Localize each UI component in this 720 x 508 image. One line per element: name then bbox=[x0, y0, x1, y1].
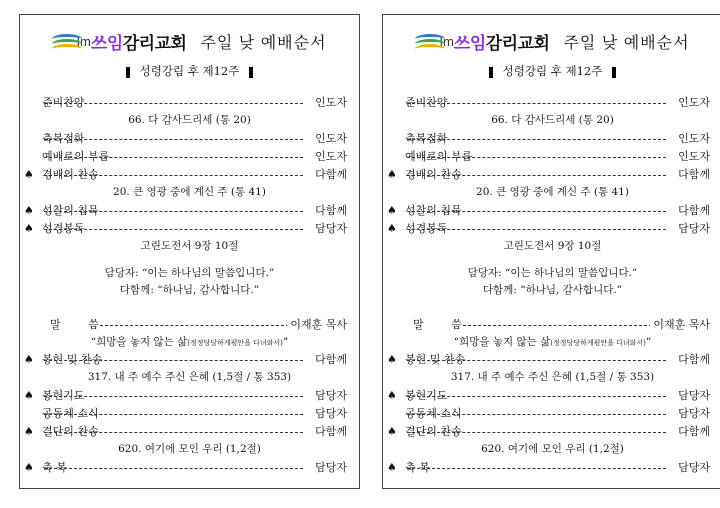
hymn-line: 66. 다 감사드리세 (통 20) bbox=[128, 114, 251, 126]
order-item-sermon: 말 씀 이재훈 목사 bbox=[50, 318, 347, 331]
bulletin-header bbox=[20, 29, 359, 57]
hymn-line: 620. 여기에 모인 우리 (1,2절) bbox=[118, 443, 261, 455]
bulletin-panel-left bbox=[19, 14, 360, 489]
responsive-reading-leader: 담당자: “이는 하나님의 말씀입니다.” bbox=[104, 267, 275, 279]
scripture-reference: 고린도전서 9장 10절 bbox=[140, 240, 239, 252]
logo-text: Im bbox=[439, 34, 454, 49]
responsive-reading-all: 다함께: “하나님, 감사합니다.” bbox=[119, 284, 260, 296]
spade-icon: ♠ bbox=[387, 389, 397, 402]
order-item-scripture: ♠ 성경봉독 담당자 bbox=[24, 222, 347, 235]
spade-icon: ♠ bbox=[387, 425, 397, 438]
scripture-reference: 고린도전서 9장 10절 bbox=[503, 240, 602, 252]
order-item-prelude: 준비찬양 인도자 bbox=[405, 96, 710, 109]
service-title: 주일 낮 예배순서 bbox=[200, 35, 327, 52]
hymn-line: 620. 여기에 모인 우리 (1,2절) bbox=[481, 443, 624, 455]
block-marker-icon bbox=[249, 67, 253, 78]
order-item-praise-hymn: ♠ 경배의 찬송 다함께 bbox=[24, 168, 347, 181]
hymn-line: 317. 내 주 예수 주신 은혜 (1,5절 / 통 353) bbox=[450, 371, 655, 383]
responsive-reading-all: 다함께: “하나님, 감사합니다.” bbox=[482, 284, 623, 296]
order-item-silence: ♠ 성찰의 침묵 다함께 bbox=[387, 204, 710, 217]
order-item-silence: ♠ 성찰의 침묵 다함께 bbox=[24, 204, 347, 217]
order-item-prelude: 준비찬양 인도자 bbox=[42, 96, 347, 109]
order-item-praise-hymn: ♠ 경배의 찬송 다함께 bbox=[387, 168, 710, 181]
spade-icon: ♠ bbox=[24, 389, 34, 402]
order-item-offering: ♠ 봉헌 및 찬송 다함께 bbox=[387, 353, 710, 366]
sermon-title: “희망을 놓지 않는 삶(정정당당하게평안을 다녀와서)” bbox=[90, 336, 289, 348]
spade-icon: ♠ bbox=[387, 353, 397, 366]
sermon-title: “희망을 놓지 않는 삶(정정당당하게평안을 다녀와서)” bbox=[453, 336, 652, 348]
spade-icon: ♠ bbox=[24, 461, 34, 474]
order-item-commitment-hymn: ♠ 결단의 찬송 다함께 bbox=[387, 425, 710, 438]
spade-icon: ♠ bbox=[24, 222, 34, 235]
hymn-line: 20. 큰 영광 중에 계신 주 (통 41) bbox=[476, 186, 629, 198]
bulletin-panel-right bbox=[382, 14, 720, 489]
order-item-benediction: ♠ 축 복 담당자 bbox=[387, 461, 710, 474]
hymn-line: 66. 다 감사드리세 (통 20) bbox=[491, 114, 614, 126]
church-logo-icon bbox=[415, 31, 445, 53]
hymn-line: 317. 내 주 예수 주신 은혜 (1,5절 / 통 353) bbox=[87, 371, 292, 383]
spade-icon: ♠ bbox=[387, 204, 397, 217]
block-marker-icon bbox=[489, 67, 493, 78]
spade-icon: ♠ bbox=[24, 425, 34, 438]
church-name: 쓰임감리교회 bbox=[90, 34, 187, 53]
spade-icon: ♠ bbox=[24, 204, 34, 217]
order-item-sermon: 말 씀 이재훈 목사 bbox=[413, 318, 710, 331]
spade-icon: ♠ bbox=[387, 168, 397, 181]
order-item-candle: 축복점화 인도자 bbox=[405, 132, 710, 145]
order-item-news: 공동체 소식 담당자 bbox=[42, 407, 347, 420]
order-item-benediction: ♠ 축 복 담당자 bbox=[24, 461, 347, 474]
liturgical-season: 성령강림 후 제12주 bbox=[20, 63, 359, 79]
order-item-commitment-hymn: ♠ 결단의 찬송 다함께 bbox=[24, 425, 347, 438]
bulletin-header bbox=[383, 29, 720, 57]
church-logo-icon bbox=[52, 31, 82, 53]
block-marker-icon bbox=[612, 67, 616, 78]
logo-text: Im bbox=[76, 34, 91, 49]
spade-icon: ♠ bbox=[387, 461, 397, 474]
order-item-scripture: ♠ 성경봉독 담당자 bbox=[387, 222, 710, 235]
hymn-line: 20. 큰 영광 중에 계신 주 (통 41) bbox=[113, 186, 266, 198]
responsive-reading-leader: 담당자: “이는 하나님의 말씀입니다.” bbox=[467, 267, 638, 279]
order-item-call-to-worship: 예배로의 부름 인도자 bbox=[405, 150, 710, 163]
spade-icon: ♠ bbox=[387, 222, 397, 235]
order-item-offering-prayer: ♠ 봉헌기도 담당자 bbox=[24, 389, 347, 402]
liturgical-season: 성령강림 후 제12주 bbox=[383, 63, 720, 79]
church-name: 쓰임감리교회 bbox=[453, 34, 550, 53]
order-item-offering-prayer: ♠ 봉헌기도 담당자 bbox=[387, 389, 710, 402]
spade-icon: ♠ bbox=[24, 168, 34, 181]
order-item-call-to-worship: 예배로의 부름 인도자 bbox=[42, 150, 347, 163]
order-item-news: 공동체 소식 담당자 bbox=[405, 407, 710, 420]
spade-icon: ♠ bbox=[24, 353, 34, 366]
order-item-candle: 축복점화 인도자 bbox=[42, 132, 347, 145]
block-marker-icon bbox=[126, 67, 130, 78]
service-title: 주일 낮 예배순서 bbox=[563, 35, 690, 52]
order-item-offering: ♠ 봉헌 및 찬송 다함께 bbox=[24, 353, 347, 366]
